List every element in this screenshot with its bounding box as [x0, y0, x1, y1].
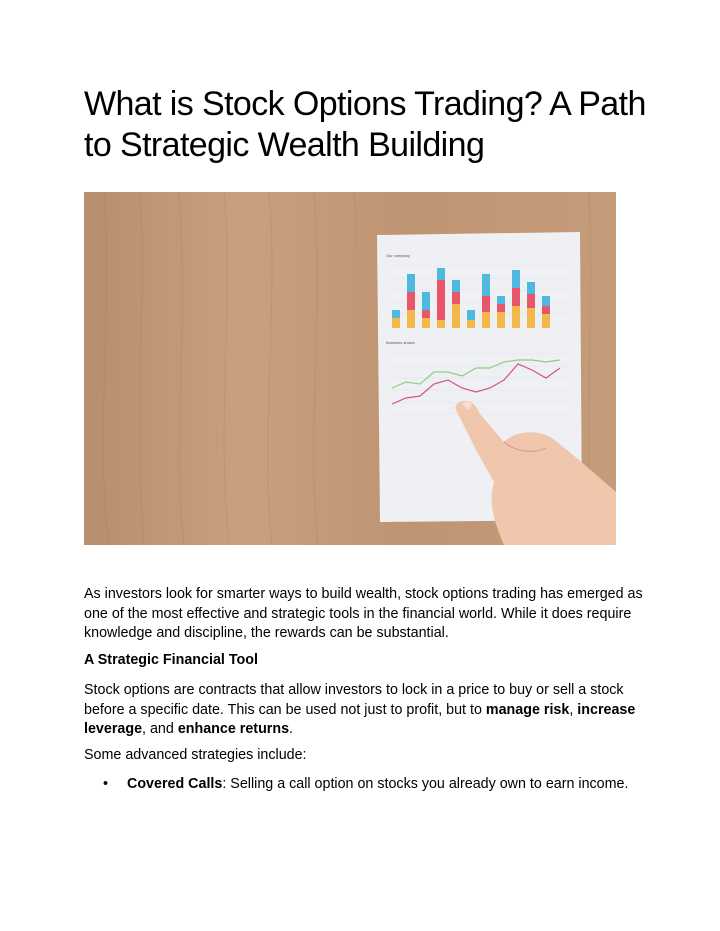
page-title: What is Stock Options Trading? A Path to Strategic Wealth Building — [84, 85, 646, 164]
intro-paragraph: As investors look for smarter ways to build wealth, stock options trading has emerged as one of the most effective and strategic tools in the financial world. While it does require knowledge and discipline, the rewards can be substantial. — [84, 586, 643, 641]
list-item-text: : Selling a call option on stocks you already own to earn income. — [222, 776, 629, 792]
strategy-list — [84, 775, 664, 795]
increase-leverage-text: increase leverage — [84, 701, 636, 737]
list-item-term: Covered Calls — [127, 776, 223, 792]
options-paragraph — [84, 681, 644, 740]
manage-risk-text: manage risk — [485, 701, 570, 718]
enhance-returns-text: enhance returns — [177, 721, 290, 737]
separator-1: , — [569, 701, 578, 718]
list-item — [84, 775, 664, 795]
separator-2: , and — [142, 721, 178, 737]
chart2-title: Business shows — [386, 340, 415, 345]
hand-pointing-chart-photo — [84, 192, 616, 545]
chart1-title: Our company — [386, 253, 411, 258]
period: . — [289, 721, 294, 737]
section-heading: A Strategic Financial Tool — [84, 652, 258, 668]
strategies-intro: Some advanced strategies include: — [84, 747, 307, 763]
bullet-icon: • — [103, 776, 109, 792]
options-text: Stock options are contracts that allow investors to lock in a price to buy or sell a stock before a specific date. This can be used not just to profit, but to — [84, 682, 624, 718]
